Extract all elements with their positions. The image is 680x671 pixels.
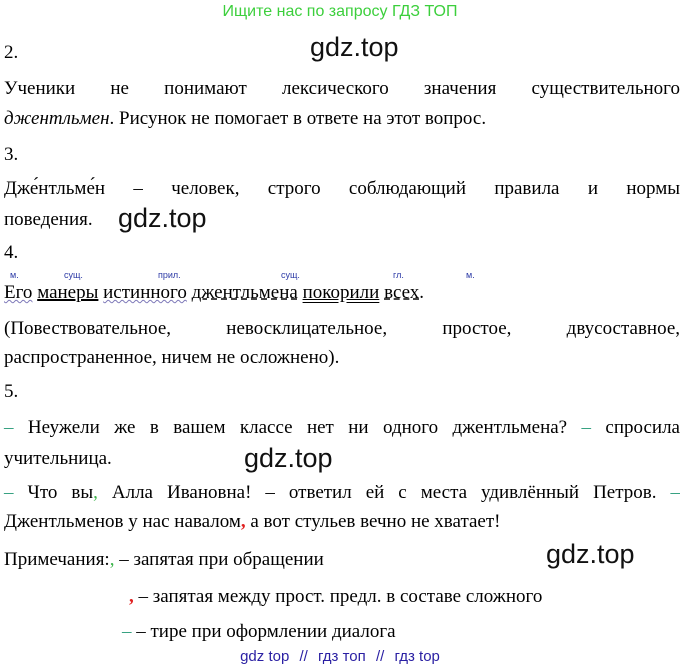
word: Его <box>4 282 33 303</box>
task4-line2: (Повествовательное, невосклицательное, простое, двусоставное, <box>4 318 680 339</box>
task5-line3-a: Что вы <box>13 482 94 503</box>
watermark: gdz.top <box>118 203 207 233</box>
notes-item3-text: – тире при оформлении диалога <box>131 621 396 642</box>
watermark: gdz.top <box>546 539 635 569</box>
watermark: gdz.top <box>244 443 333 473</box>
comma: , <box>129 586 134 607</box>
word: манеры <box>37 282 99 303</box>
notes-item1-text: – запятая при обращении <box>114 549 324 570</box>
notes-line1 <box>4 549 324 571</box>
footer-link[interactable]: gdz top <box>240 648 290 665</box>
comma: , <box>240 511 246 532</box>
pos-label: сущ. <box>64 270 83 280</box>
task5-line3-b: Алла Ивановна! – ответил ей с места удивлённый Петров. <box>97 482 671 503</box>
pos-label: м. <box>10 270 19 280</box>
footer-link[interactable]: гдз top <box>394 648 440 665</box>
task5-line1-text: Неужели же в вашем классе нет ни одного джентльмена? <box>13 417 582 438</box>
comma: , <box>93 482 98 503</box>
dash: – <box>581 417 591 438</box>
word: покорили <box>302 282 380 303</box>
notes-line3 <box>122 621 396 643</box>
task3-line1: Дже́нтльме́н – человек, строго соблюдающий правила и нормы <box>4 178 680 199</box>
site-footer <box>0 648 680 665</box>
italic-word: джентльмен <box>4 108 110 129</box>
task-number-5: 5. <box>4 381 19 402</box>
dash: – <box>4 417 14 438</box>
task5-line1-end: спросила <box>591 417 680 438</box>
dash: – <box>670 482 680 503</box>
pos-label: сущ. <box>281 270 300 280</box>
site-header: Ищите нас по запросу ГДЗ ТОП <box>222 3 458 20</box>
task5-line4-a: Джентльменов у нас навалом <box>4 511 241 532</box>
pos-label: м. <box>466 270 475 280</box>
task5-line4-b: а вот стульев вечно не хватает! <box>245 511 501 532</box>
comma: , <box>109 549 115 570</box>
notes-label: Примечания: <box>4 549 110 570</box>
task4-sentence <box>4 282 424 304</box>
watermark: gdz.top <box>310 32 399 62</box>
pos-label: прил. <box>158 270 181 280</box>
task-number-2: 2. <box>4 42 19 63</box>
task5-line3 <box>4 482 680 504</box>
task5-line1 <box>4 417 680 439</box>
task2-line2 <box>4 108 486 130</box>
notes-line2 <box>129 586 542 608</box>
word: . <box>419 282 425 303</box>
task3-line2: поведения. <box>4 209 93 230</box>
task2-line2-rest: . Рисунок не помогает в ответе на этот вопрос. <box>109 108 487 129</box>
dash: – <box>122 621 132 642</box>
word: истинного <box>103 282 187 303</box>
task-number-4: 4. <box>4 242 19 263</box>
task2-line1: Ученики не понимают лексического значения существительного <box>4 78 680 99</box>
word: всех <box>384 282 420 303</box>
task4-line3: распространенное, ничем не осложнено). <box>4 347 340 368</box>
dash: – <box>4 482 14 503</box>
task5-line2: учительница. <box>4 448 112 469</box>
footer-separator: // <box>299 648 308 665</box>
task5-line4 <box>4 511 501 533</box>
word: джентльмена <box>191 282 298 303</box>
footer-link[interactable]: гдз топ <box>318 648 366 665</box>
task-number-3: 3. <box>4 144 19 165</box>
pos-label: гл. <box>393 270 404 280</box>
notes-item2-text: – запятая между прост. предл. в составе сложного <box>133 586 543 607</box>
footer-separator: // <box>375 648 385 665</box>
